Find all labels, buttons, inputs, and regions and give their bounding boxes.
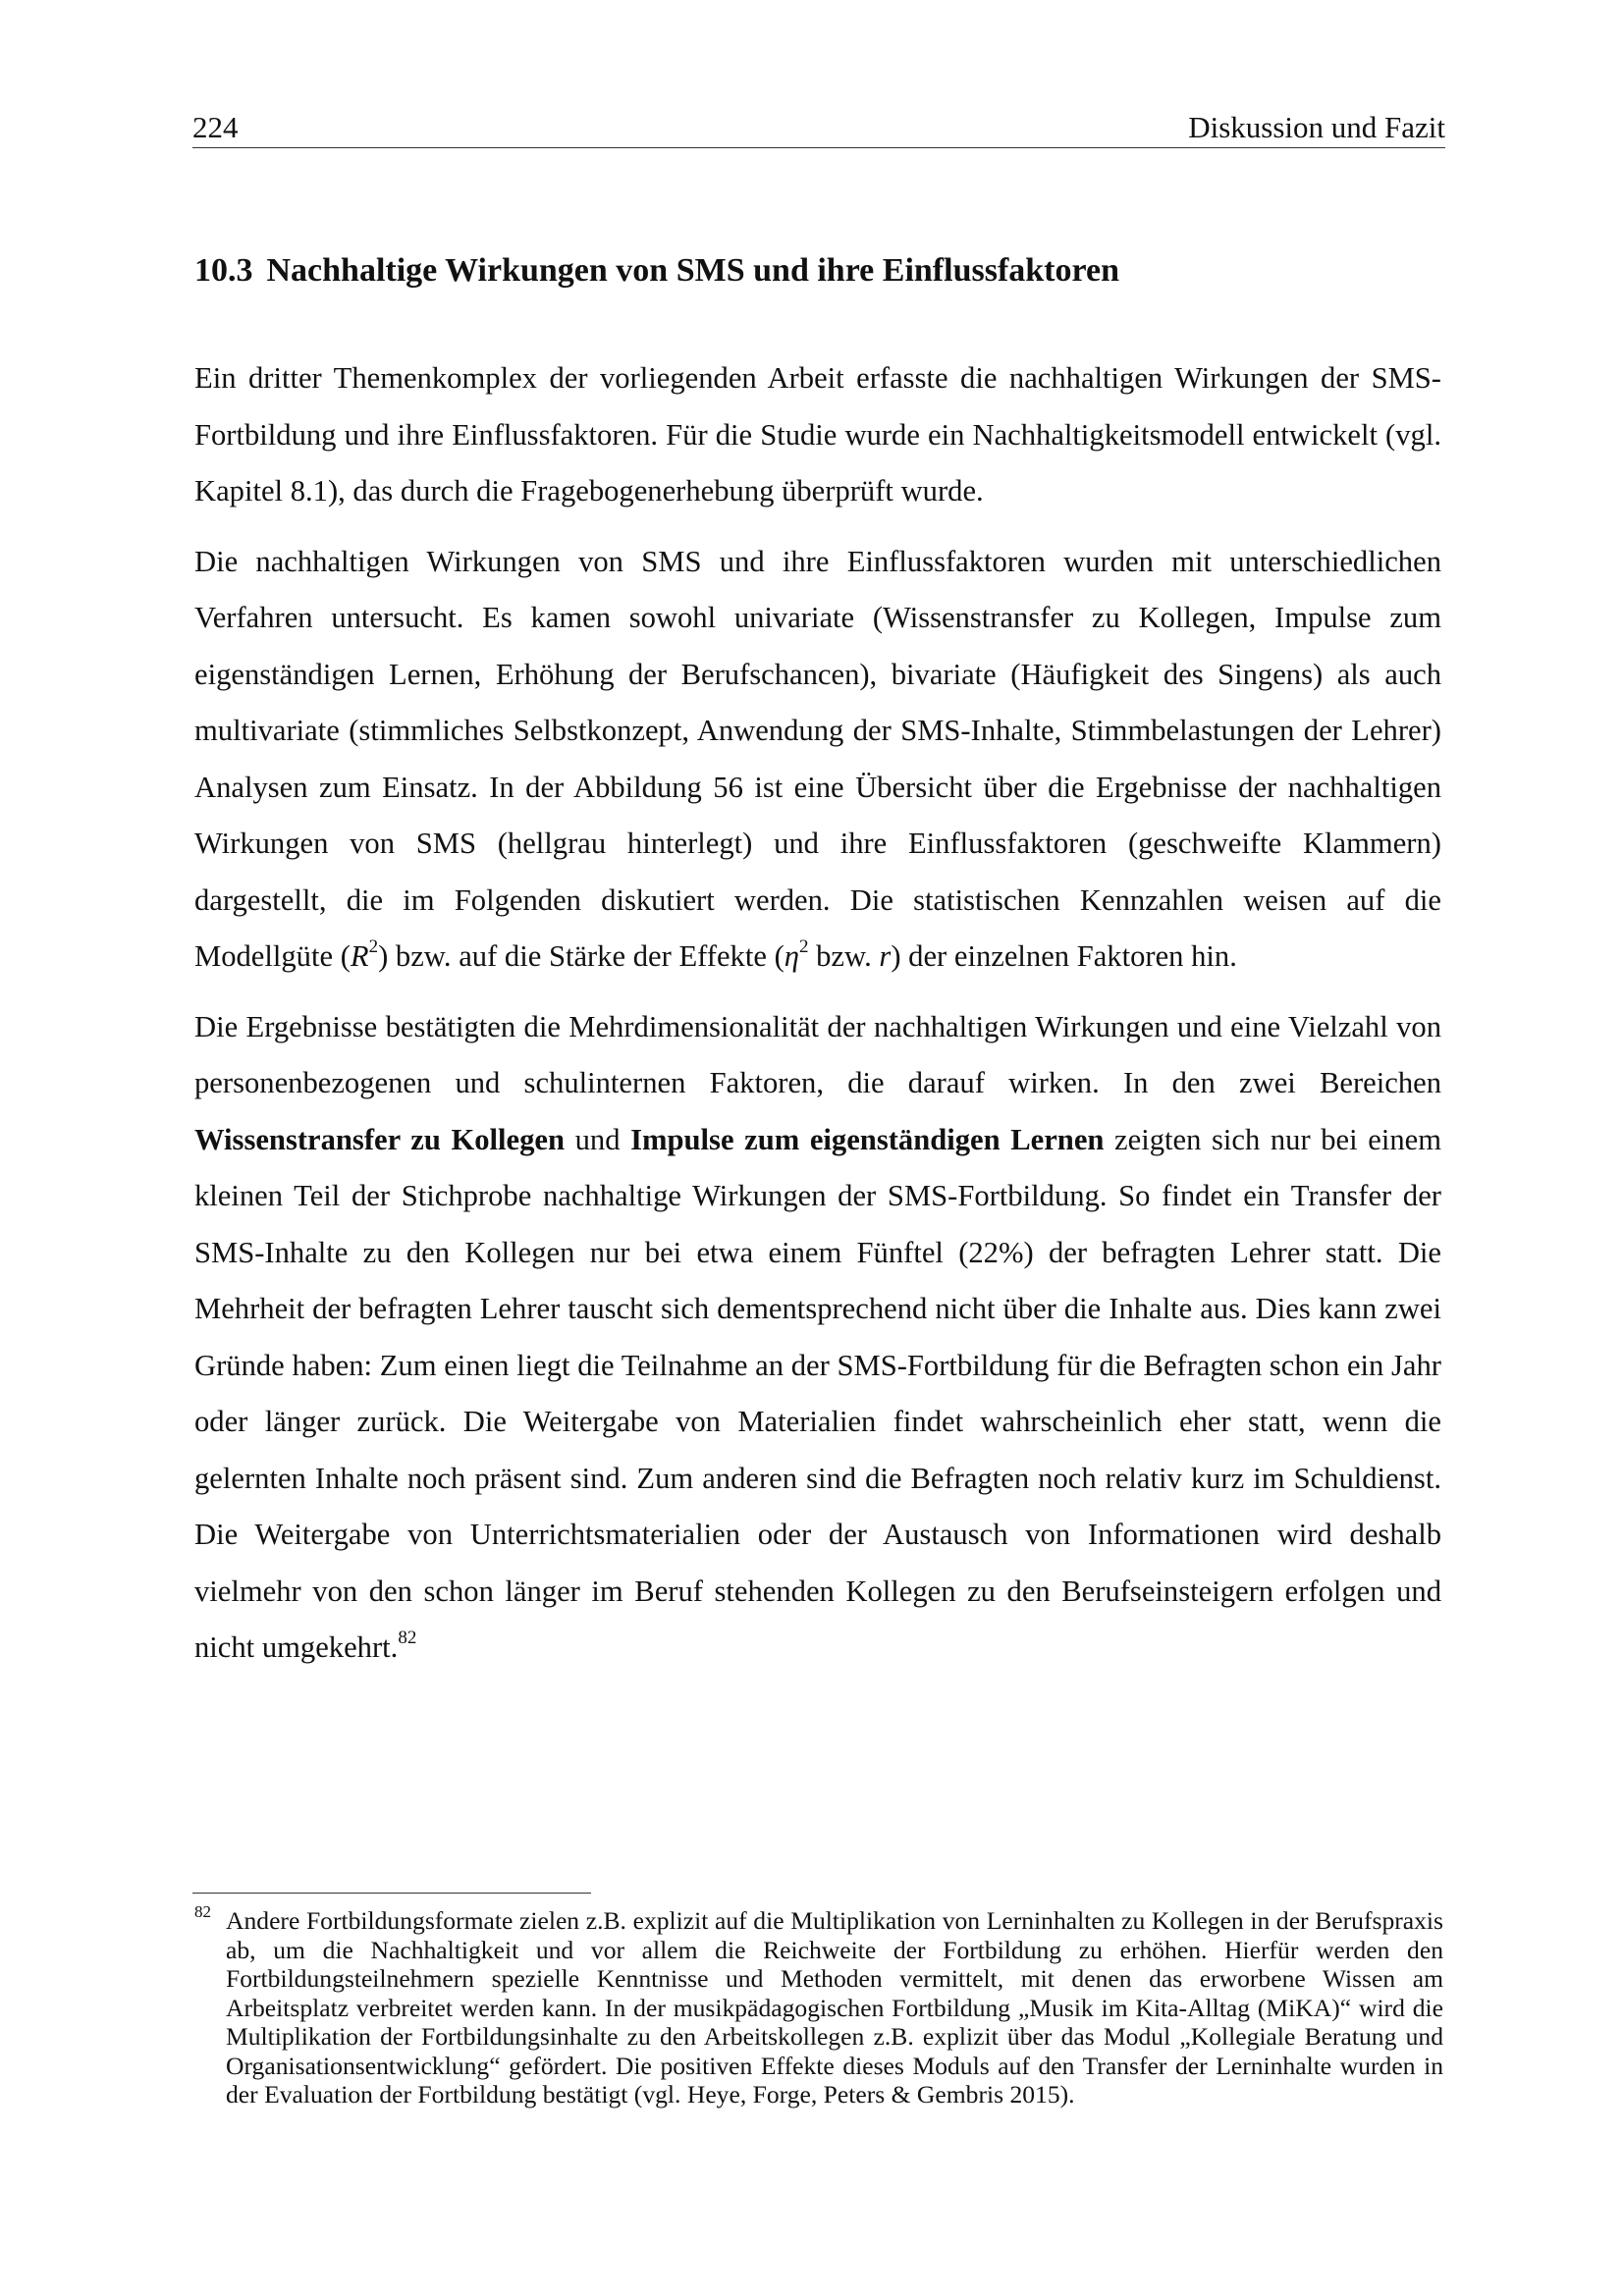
paragraph-2-text-b: ) bzw. auf die Stärke der Effekte ( xyxy=(378,939,784,973)
r-symbol: r xyxy=(879,939,892,973)
eta-squared-exponent: 2 xyxy=(798,935,809,957)
paragraph-3 xyxy=(194,999,1441,1677)
paragraph-3-text-c: zeigten sich nur bei einem kleinen Teil der Stichprobe nachhaltige Wirkungen der SMS-Fortbildung. So findet ein Transfer der SMS-Inhalte zu den Kollegen nur bei etwa einem Fünftel (22%) der befragten Lehrer statt. Die Mehrheit der befragten Lehrer tauscht sich dementsprechend nicht über die Inhalte aus. Dies kann zwei Gründe haben: Zum einen liegt die Teilnahme an der SMS-Fortbildung für die Befragten schon ein Jahr oder länger zurück. Die Weitergabe von Materialien findet wahrscheinlich eher statt, wenn die gelernten Inhalte noch präsent sind. Zum anderen sind die Befragten noch relativ kurz im Schuldienst. Die Weitergabe von Unterrichtsmaterialien oder der Austausch von Informationen wird deshalb vielmehr von den schon länger im Beruf stehenden Kollegen zu den Berufseinsteigern erfolgen und nicht umgekehrt. xyxy=(194,1122,1442,1664)
paragraph-3-text-b: und xyxy=(565,1122,631,1156)
section-heading xyxy=(194,247,1119,294)
page-number: 224 xyxy=(192,110,239,144)
paragraph-1: Ein dritter Themenkomplex der vorliegenden Arbeit erfasste die nachhaltigen Wirkungen der SMS-Fortbildung und ihre Einflussfaktoren. Für die Studie wurde ein Nachhaltigkeitsmodell entwickelt (vgl. Kapitel 8.1), das durch die Fragebogenerhebung überprüft wurde. xyxy=(194,361,1441,507)
paragraph-3-text-a: Die Ergebnisse bestätigten die Mehrdimensionalität der nachhaltigen Wirkungen und eine Vielzahl von personenbezogenen und schulinternen Faktoren, die darauf wirken. In den zwei Bereichen xyxy=(194,1009,1441,1099)
footnote-reference[interactable]: 82 xyxy=(398,1627,417,1648)
paragraph-2 xyxy=(194,534,1441,986)
paragraph-2-text-c: bzw. xyxy=(808,939,880,973)
section-title: Nachhaltige Wirkungen von SMS und ihre Einflussfaktoren xyxy=(266,252,1119,289)
footnote-divider xyxy=(192,1893,591,1894)
paragraph-2-text-d: ) der einzelnen Faktoren hin. xyxy=(891,939,1237,973)
body-text xyxy=(194,350,1441,1690)
eta-squared-symbol: η xyxy=(784,939,799,973)
bold-term-knowledge-transfer: Wissenstransfer zu Kollegen xyxy=(194,1122,566,1156)
footnote-number: 82 xyxy=(194,1902,211,1921)
paragraph-2-text-a: Die nachhaltigen Wirkungen von SMS und ihre Einflussfaktoren wurden mit unterschiedlichen Verfahren untersucht. Es kamen sowohl univariate (Wissenstransfer zu Kollegen, Impulse zum eigenständigen Lernen, Erhöhung der Berufschancen), bivariate (Häufigkeit des Singens) als auch multivariate (stimmliches Selbstkonzept, Anwendung der SMS-Inhalte, Stimmbelastungen der Lehrer) Analysen zum Einsatz. In der Abbildung 56 ist eine Übersicht über die Ergebnisse der nachhaltigen Wirkungen von SMS (hellgrau hinterlegt) und ihre Einflussfaktoren (geschweifte Klammern) dargestellt, die im Folgenden diskutiert werden. Die statistischen Kennzahlen weisen auf die Modellgüte ( xyxy=(194,544,1441,973)
bold-term-learning-impulses: Impulse zum eigenständigen Lernen xyxy=(630,1122,1105,1156)
running-title: Diskussion und Fazit xyxy=(1188,110,1445,144)
footnote xyxy=(194,1902,1443,2109)
page-header xyxy=(192,102,1445,148)
r-squared-exponent: 2 xyxy=(368,935,379,957)
section-number: 10.3 xyxy=(194,252,253,289)
r-squared-symbol: R xyxy=(350,939,369,973)
footnote-text: Andere Fortbildungsformate zielen z.B. explizit auf die Multiplikation von Lerninhalten zu Kollegen in der Berufspraxis ab, um die Nachhaltigkeit und vor allem die Reichweite der Fortbildung zu erhöhen. Hierfür werden den Fortbildungsteilnehmern spezielle Kenntnisse und Methoden vermittelt, mit denen das erworbene Wissen am Arbeitsplatz verbreitet werden kann. In der musikpädagogischen Fortbildung „Musik im Kita-Alltag (MiKA)“ wird die Multiplikation der Fortbildungsinhalte zu den Arbeitskollegen z.B. explizit über das Modul „Kollegiale Beratung und Organisationsentwicklung“ gefördert. Die positiven Effekte dieses Moduls auf den Transfer der Lerninhalte wurden in der Evaluation der Fortbildung bestätigt (vgl. Heye, Forge, Peters & Gembris 2015). xyxy=(226,1906,1443,2109)
